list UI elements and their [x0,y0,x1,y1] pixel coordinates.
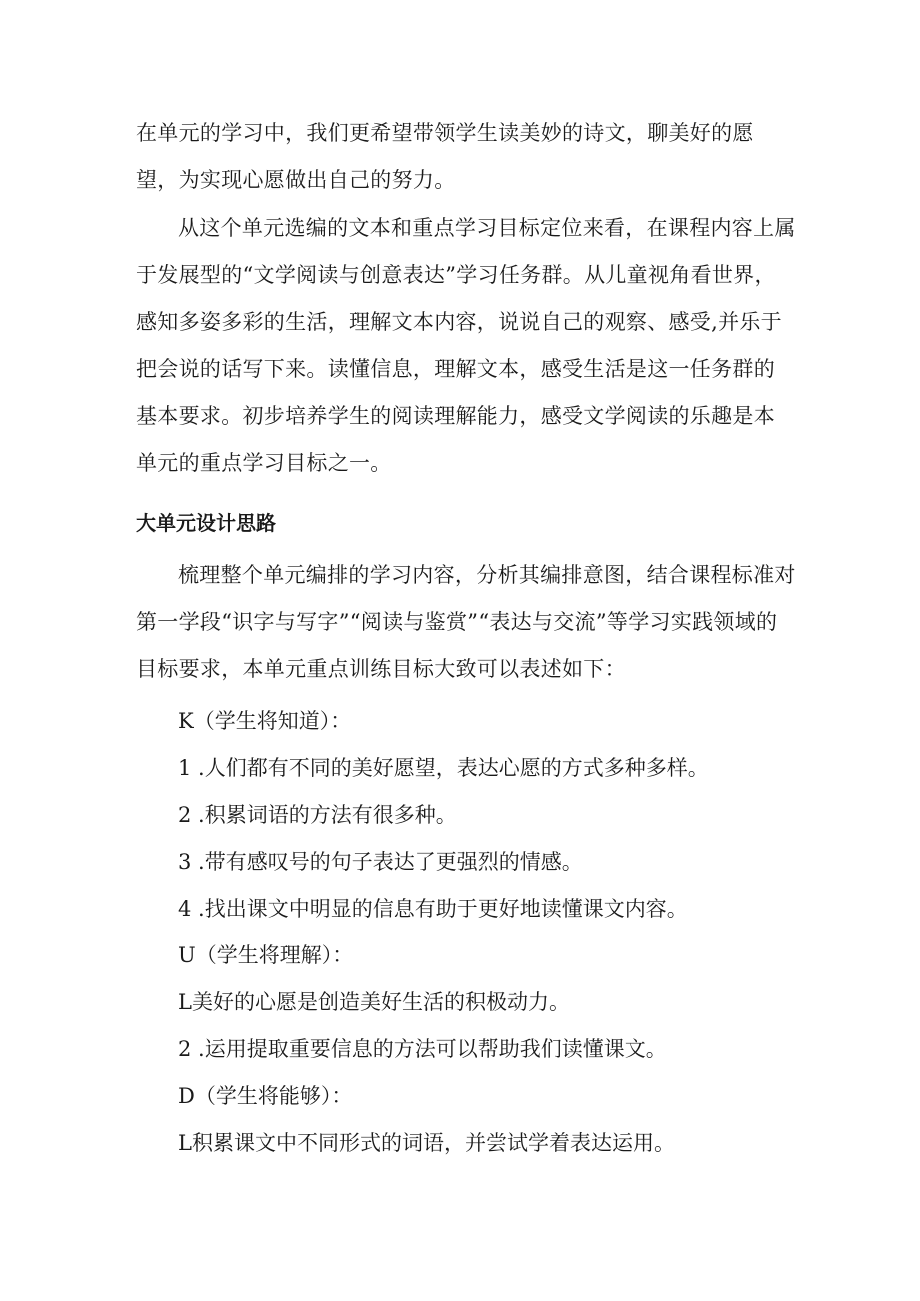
u-item-1: L美好的心愿是创造美好生活的积极动力。 [178,990,570,1014]
k-item-1: 1 .人们都有不同的美好愿望，表达心愿的方式多种多样。 [178,756,709,780]
k-item-3: 3 .带有感叹号的句子表达了更强烈的情感。 [178,850,583,874]
k-item-4: 4 .找出课文中明显的信息有助于更好地读懂课文内容。 [178,897,688,921]
k-label: K（学生将知道）： [178,709,352,733]
paragraph-design: 梳理整个单元编排的学习内容，分析其编排意图，结合课程标准对第一学段“识字与写字”“阅读与鉴赏”“表达与交流”等学习实践领域的目标要求，本单元重点训练目标大致可以表述如下： [136,563,796,681]
k-item-2: 2 .积累词语的方法有很多种。 [178,803,457,827]
d-item-1: L积累课文中不同形式的词语，并尝试学着表达运用。 [178,1131,675,1155]
u-item-2: 2 .运用提取重要信息的方法可以帮助我们读懂课文。 [178,1037,667,1061]
paragraph-analysis: 从这个单元选编的文本和重点学习目标定位来看，在课程内容上属于发展型的“文学阅读与创意表达”学习任务群。从儿童视角看世界，感知多姿多彩的生活，理解文本内容，说说自己的观察、感受,并乐于把会说的话写下来。读懂信息，理解文本，感受生活是这一任务群的基本要求。初步培养学生的阅读理解能力，感受文学阅读的乐趣是本单元的重点学习目标之一。 [136,216,796,475]
d-label: D（学生将能够）： [178,1084,353,1108]
paragraph-intro: 在单元的学习中，我们更希望带领学生读美妙的诗文，聊美好的愿望，为实现心愿做出自己的努力。 [136,121,754,192]
section-heading: 大单元设计思路 [136,511,276,535]
u-label: U（学生将理解）： [178,943,354,967]
